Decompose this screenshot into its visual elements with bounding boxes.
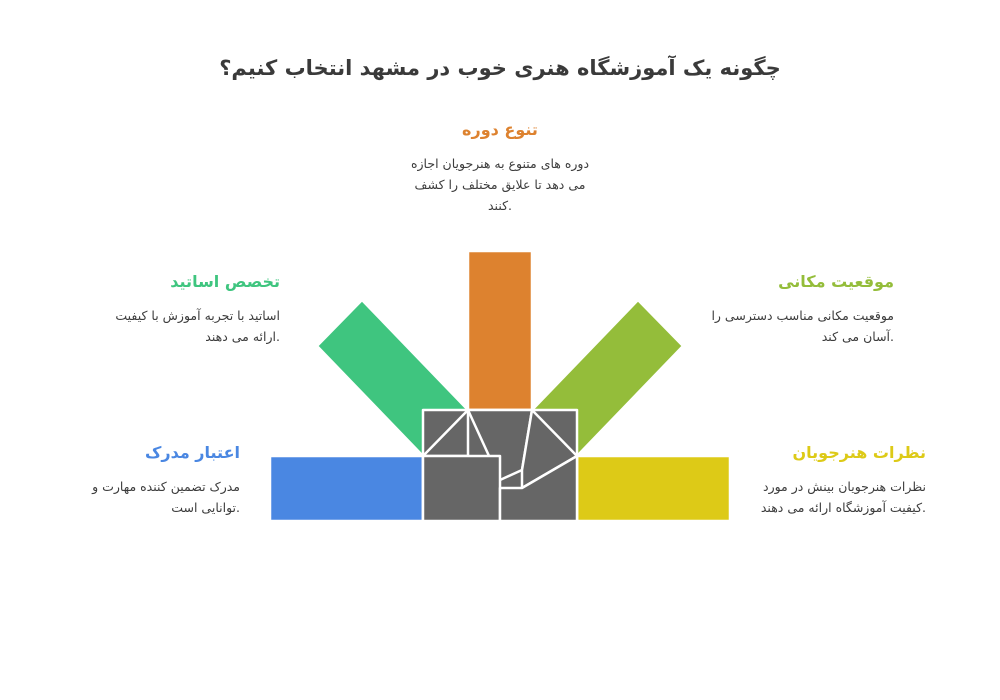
item-course-variety [360,120,640,216]
location-line-2: .آسان می کند [821,329,894,344]
item-location [670,272,894,347]
item-student-reviews [700,443,926,518]
bar-certificate [270,456,423,521]
page-title: چگونه یک آموزشگاه هنری خوب در مشهد انتخاب کنیم؟ [219,56,781,80]
location-heading: موقعیت مکانی [778,272,894,291]
certificate-description [40,476,240,518]
teacher-expertise-line-1: اساتید با تجربه آموزش با کیفیت [115,308,280,323]
teacher-expertise-description [60,305,280,347]
teacher-expertise-line-2: .ارائه می دهند [205,329,280,344]
course-variety-line-2: می دهد تا علایق مختلف را کشف [414,177,586,192]
course-variety-line-3: .کنند [487,198,513,213]
center-piece-bottom-left [423,456,500,521]
student-reviews-heading: نظرات هنرجویان [792,443,926,462]
location-description [670,305,894,347]
student-reviews-line-2: .کیفیت آموزشگاه ارائه می دهند [760,500,926,515]
course-variety-heading: تنوع دوره [462,120,538,139]
certificate-heading: اعتبار مدرک [144,443,240,462]
location-line-1: موقعیت مکانی مناسب دسترسی را [711,308,894,323]
student-reviews-description [700,476,926,518]
item-teacher-expertise [60,272,280,347]
course-variety-description [360,153,640,216]
center-knot [423,410,577,521]
certificate-line-2: .توانایی است [171,500,240,515]
course-variety-line-1: دوره های متنوع به هنرجویان اجازه [410,156,590,171]
certificate-line-1: مدرک تضمین کننده مهارت و [92,479,240,494]
teacher-expertise-heading: تخصص اساتید [170,272,280,291]
item-certificate [40,443,240,518]
student-reviews-line-1: نظرات هنرجویان بینش در مورد [763,479,926,494]
bar-course-variety [468,251,532,410]
